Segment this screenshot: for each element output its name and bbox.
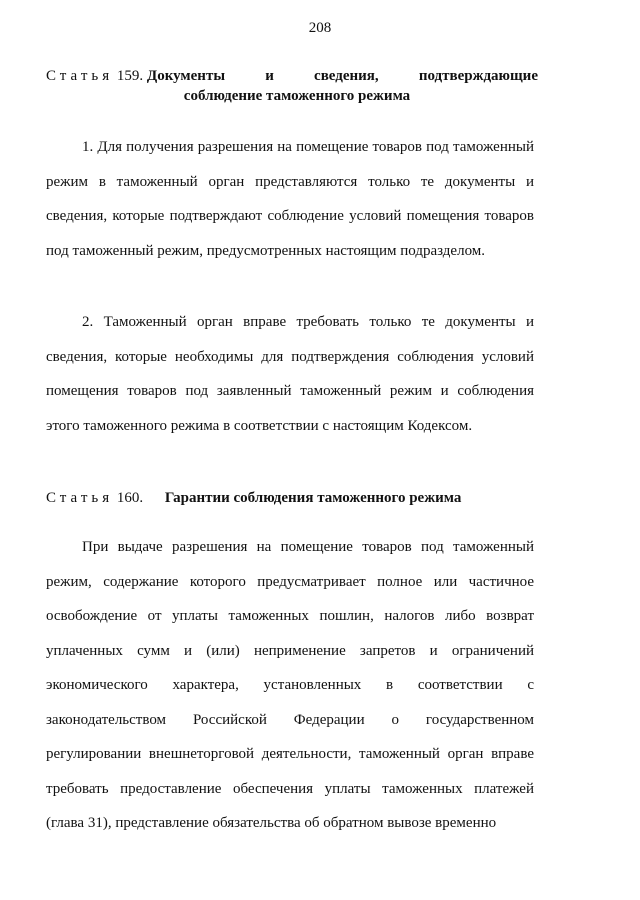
article-160-paragraph: При выдаче разрешения на помещение товаров под таможенный режим, содержание которого предусматривает полное или частичное освобождение от уплаты таможенных пошлин, налогов либо возврат уплаченных сумм и (или) неприменение запретов и ограничений экономического характера, установленных в соответствии с законодательством Российской Федерации о государственном регулировании внешнеторговой деятельности, таможенный орган вправе требовать предоставление обеспечения уплаты таможенных платежей (глава 31), представление обязательства об обратном вывозе временно — [46, 539, 534, 831]
article-159-title-line2: соблюдение таможенного режима — [183, 88, 411, 104]
article-159-title-word-4: подтверждающие — [418, 68, 538, 84]
article-160-label: Статья — [46, 490, 114, 506]
article-159-heading-line1 — [46, 66, 538, 86]
article-159-label: Статья — [46, 68, 114, 84]
article-159-number: 159. — [116, 68, 144, 84]
article-160-title: Гарантии соблюдения таможенного режима — [164, 490, 462, 506]
article-159-title-word-2: и — [265, 68, 274, 84]
article-159-paragraph-1: 1. Для получения разрешения на помещение товаров под таможенный режим в таможенный орган представляются только те документы и сведения, которые подтверждают соблюдение условий помещения товаров под таможенный режим, предусмотренных настоящим подразделом. — [46, 139, 534, 259]
article-159-title-word-3: сведения, — [314, 68, 379, 84]
article-160-heading — [46, 488, 538, 508]
article-160-number: 160. — [116, 490, 144, 506]
page-number: 208 — [308, 20, 332, 36]
article-159-title-word-1: Документы — [146, 68, 226, 84]
article-159-label-group — [46, 66, 225, 86]
article-159-heading — [46, 66, 538, 106]
article-159-paragraph-2: 2. Таможенный орган вправе требовать только те документы и сведения, которые необходимы для подтверждения соблюдения условий помещения товаров под заявленный таможенный режим и соблюдения этого таможенного режима в соответствии с настоящим Кодексом. — [46, 314, 534, 434]
